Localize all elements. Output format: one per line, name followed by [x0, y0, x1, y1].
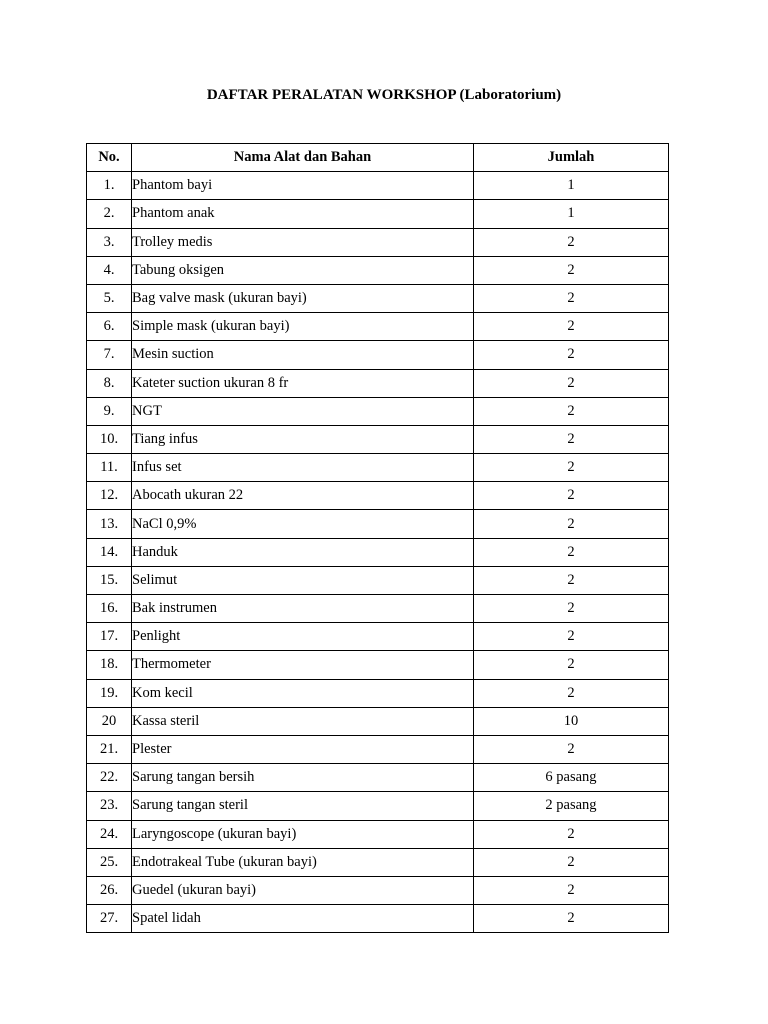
table-row [87, 623, 669, 651]
item-name: Bag valve mask (ukuran bayi) [132, 284, 474, 312]
table-row [87, 679, 669, 707]
item-name: Infus set [132, 454, 474, 482]
row-number: 3. [87, 228, 132, 256]
item-quantity: 2 [474, 341, 669, 369]
table-header-row [87, 144, 669, 172]
item-quantity: 2 [474, 510, 669, 538]
table-row [87, 313, 669, 341]
item-quantity: 2 [474, 454, 669, 482]
row-number: 13. [87, 510, 132, 538]
item-quantity: 2 [474, 425, 669, 453]
item-quantity: 6 pasang [474, 764, 669, 792]
table-row [87, 454, 669, 482]
table-row [87, 172, 669, 200]
table-row [87, 876, 669, 904]
row-number: 19. [87, 679, 132, 707]
item-quantity: 2 [474, 313, 669, 341]
row-number: 23. [87, 792, 132, 820]
item-name: Sarung tangan steril [132, 792, 474, 820]
document-title: DAFTAR PERALATAN WORKSHOP (Laboratorium) [206, 87, 562, 103]
item-name: Spatel lidah [132, 905, 474, 933]
item-name: Trolley medis [132, 228, 474, 256]
item-name: Plester [132, 735, 474, 763]
item-quantity: 2 [474, 566, 669, 594]
item-quantity: 2 [474, 228, 669, 256]
item-name: Handuk [132, 538, 474, 566]
row-number: 7. [87, 341, 132, 369]
item-name: Selimut [132, 566, 474, 594]
row-number: 15. [87, 566, 132, 594]
row-number: 14. [87, 538, 132, 566]
row-number: 5. [87, 284, 132, 312]
row-number: 27. [87, 905, 132, 933]
table-row [87, 595, 669, 623]
row-number: 4. [87, 256, 132, 284]
table-row [87, 905, 669, 933]
item-name: Guedel (ukuran bayi) [132, 876, 474, 904]
table-row [87, 792, 669, 820]
row-number: 17. [87, 623, 132, 651]
row-number: 18. [87, 651, 132, 679]
item-quantity: 2 [474, 369, 669, 397]
table-row [87, 848, 669, 876]
item-quantity: 2 [474, 820, 669, 848]
table-row [87, 651, 669, 679]
table-row [87, 425, 669, 453]
item-name: Kom kecil [132, 679, 474, 707]
item-quantity: 2 [474, 256, 669, 284]
table-row [87, 566, 669, 594]
item-quantity: 2 [474, 679, 669, 707]
row-number: 25. [87, 848, 132, 876]
table-row [87, 764, 669, 792]
item-name: Tabung oksigen [132, 256, 474, 284]
item-name: NaCl 0,9% [132, 510, 474, 538]
item-name: Sarung tangan bersih [132, 764, 474, 792]
row-number: 10. [87, 425, 132, 453]
table-row [87, 510, 669, 538]
table-row [87, 256, 669, 284]
item-quantity: 2 [474, 623, 669, 651]
row-number: 6. [87, 313, 132, 341]
row-number: 8. [87, 369, 132, 397]
item-name: Laryngoscope (ukuran bayi) [132, 820, 474, 848]
row-number: 11. [87, 454, 132, 482]
item-name: Kassa steril [132, 707, 474, 735]
item-quantity: 2 [474, 905, 669, 933]
table-row [87, 228, 669, 256]
item-quantity: 1 [474, 172, 669, 200]
row-number: 20 [87, 707, 132, 735]
item-name: Bak instrumen [132, 595, 474, 623]
item-quantity: 2 [474, 735, 669, 763]
item-quantity: 2 [474, 595, 669, 623]
item-quantity: 2 [474, 876, 669, 904]
table-row [87, 735, 669, 763]
item-name: NGT [132, 397, 474, 425]
item-name: Mesin suction [132, 341, 474, 369]
row-number: 26. [87, 876, 132, 904]
item-name: Endotrakeal Tube (ukuran bayi) [132, 848, 474, 876]
item-name: Penlight [132, 623, 474, 651]
item-quantity: 2 [474, 397, 669, 425]
item-quantity: 10 [474, 707, 669, 735]
table-row [87, 341, 669, 369]
item-name: Simple mask (ukuran bayi) [132, 313, 474, 341]
table-row [87, 538, 669, 566]
row-number: 12. [87, 482, 132, 510]
item-quantity: 2 [474, 848, 669, 876]
item-name: Abocath ukuran 22 [132, 482, 474, 510]
row-number: 24. [87, 820, 132, 848]
item-name: Kateter suction ukuran 8 fr [132, 369, 474, 397]
table-row [87, 397, 669, 425]
row-number: 16. [87, 595, 132, 623]
table-row [87, 707, 669, 735]
row-number: 21. [87, 735, 132, 763]
item-quantity: 2 [474, 538, 669, 566]
table-row [87, 369, 669, 397]
item-quantity: 2 [474, 651, 669, 679]
row-number: 2. [87, 200, 132, 228]
row-number: 1. [87, 172, 132, 200]
equipment-table [86, 143, 669, 933]
table-row [87, 200, 669, 228]
item-quantity: 2 [474, 482, 669, 510]
item-quantity: 2 pasang [474, 792, 669, 820]
item-name: Tiang infus [132, 425, 474, 453]
header-name: Nama Alat dan Bahan [132, 144, 474, 172]
header-qty: Jumlah [474, 144, 669, 172]
table-row [87, 820, 669, 848]
item-name: Phantom bayi [132, 172, 474, 200]
item-quantity: 2 [474, 284, 669, 312]
item-name: Phantom anak [132, 200, 474, 228]
item-name: Thermometer [132, 651, 474, 679]
row-number: 22. [87, 764, 132, 792]
table-row [87, 284, 669, 312]
header-no: No. [87, 144, 132, 172]
row-number: 9. [87, 397, 132, 425]
item-quantity: 1 [474, 200, 669, 228]
table-row [87, 482, 669, 510]
